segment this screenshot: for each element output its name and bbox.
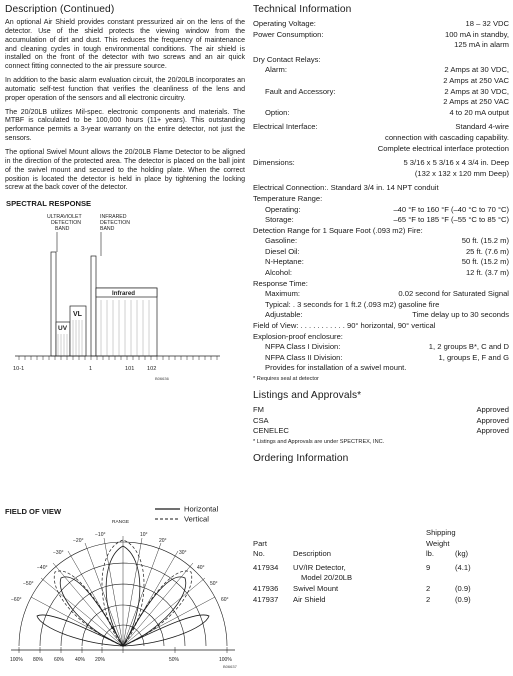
field-of-view-figure [5,500,245,672]
operating-voltage-label: Operating Voltage: [253,19,316,28]
infrared-bar-label: Infrared [112,290,136,298]
fuel-label: Gasoline: [265,236,298,246]
listing-value: Approved [476,426,509,436]
weight-lb: 2 [426,583,431,593]
spectrum-tick-101: 101 [125,366,135,373]
angle-label-50: 50° [210,581,218,587]
maximum-value: 0.02 second for Saturated Signal [398,289,509,299]
electrical-interface-value-3: Complete electrical interface protection [377,143,509,153]
angle-label-30: 30° [179,550,187,556]
operating-temp-row [253,205,509,216]
temperature-range-label: Temperature Range: [253,193,323,203]
fov-tick-20: 20% [95,657,106,663]
adjustable-label: Adjustable: [265,310,303,320]
spectrum-tick-1: 1 [89,366,93,373]
electrical-interface-label: Electrical Interface: [253,122,318,132]
order-header-row-2 [253,539,509,550]
power-consumption-value-2: 125 mA in alarm [454,40,509,50]
fault-label: Fault and Accessory: [265,86,336,96]
listing-value: Approved [476,415,509,425]
description-heading: Description (Continued) [5,4,115,15]
paragraph-mtbf: The 20/20LB utilizes Mil-spec. electronic components and materials. The MTBF is calculated to be 100,000 hours (11+ years). This outstanding performance permits a 3-year warranty on the entire detector, not just the sensors. [5,108,245,143]
maximum-row [253,289,509,300]
dimensions-row [253,158,509,169]
legend-vertical-label: Vertical [184,514,209,524]
nfpa-class-1-label: NFPA Class I Division: [265,342,341,352]
table-row-continuation [253,573,509,584]
listing-label: FM [253,405,264,414]
part-number: 417937 [253,594,279,604]
nfpa-class-1-row [253,342,509,353]
right-column [253,4,509,468]
ordering-table [253,528,509,605]
explosion-proof-label: Explosion-proof enclosure: [253,331,343,341]
dry-contact-relays-label: Dry Contact Relays: [253,54,321,64]
vertical-lobe-left [54,571,123,646]
power-consumption-value-1: 100 mA in standby, [444,29,509,39]
ir-band-label-3: BAND [100,226,115,233]
angle-label-10: 10° [140,532,148,538]
nfpa-class-2-row [253,353,509,364]
dimensions-value-2: (132 x 132 x 120 mm Deep) [414,168,509,178]
fault-value-2: 2 Amps at 250 VAC [443,97,509,107]
part-header: Part [253,538,267,548]
fov-tick-50: 50% [169,657,180,663]
electrical-interface-value-2: connection with cascading capability. [385,132,509,142]
no-header: No. [253,549,265,559]
paragraph-self-test: In addition to the basic alarm evaluation circuit, the 20/20LB incorporates an automatic self-test function that verifies the cleanliness of the lens and proper operation of the sensors and all electronic circuitry. [5,77,245,102]
fuel-value: 50 ft. (15.2 m) [461,236,509,246]
part-description: UV/IR Detector, [293,562,346,572]
weight-header: Weight [426,538,450,548]
legend-horizontal-label: Horizontal [184,504,219,514]
dimensions-label: Dimensions: [253,158,295,168]
listings-footnote: * Listings and Approvals are under SPECTREX, INC. [253,438,385,445]
option-value: 4 to 20 mA output [449,107,509,117]
listing-row-fm [253,405,509,416]
field-of-view-chart [5,500,245,672]
alarm-row [253,65,509,76]
order-header-row-1 [253,528,509,539]
fuel-row-n-heptane [253,257,509,268]
electrical-interface-row [253,122,509,133]
spectrum-tick-10-1: 10-1 [13,366,25,373]
electrical-connection: Electrical Connection:. Standard 3/4 in. 14 NPT conduit [253,183,439,193]
fov-figure-id: B06637 [223,664,237,669]
fuel-row-alcohol [253,268,509,279]
response-time-label: Response Time: [253,278,308,288]
field-of-view-line: Field of View: . . . . . . . . . . . 90° horizontal, 90° vertical [253,321,436,331]
weight-lb: 9 [426,562,431,572]
uv-band-label-3: BAND [55,226,70,233]
alarm-label: Alarm: [265,65,287,75]
part-description-2: Model 20/20LB [301,573,353,583]
storage-temp-value: –65 °F to 185 °F (–55 °C to 85 °C) [393,215,509,225]
fault-value-1: 2 Amps at 30 VDC, [444,86,509,96]
alarm-value-2: 2 Amps at 250 VAC [443,75,509,85]
storage-temp-row [253,215,509,226]
ir-detection-band-bar [91,256,96,356]
fuel-value: 12 ft. (3.7 m) [465,268,509,278]
horizontal-lobe-right [123,577,186,646]
listing-row-cenelec [253,426,509,437]
power-consumption-row [253,30,509,41]
fuel-label: Alcohol: [265,268,293,278]
uv-bar-label: UV [58,325,68,333]
spectral-response-chart [5,210,245,390]
part-description: Swivel Mount [293,583,339,593]
detection-range-label: Detection Range for 1 Square Foot (.093 m2) Fire: [253,225,423,235]
angle-label-40: 40° [197,565,205,571]
seal-footnote: * Requires seal at detector [253,376,319,382]
paragraph-swivel-mount: The optional Swivel Mount allows the 20/20LB Flame Detector to be aligned in the direction of the protected area. The detector is placed on the ball joint of the swivel mount and secured to the holding plate. When the correct position is located the detector is held in place by tightening the locking screw at the back cover of the detector. [5,148,245,192]
alarm-value-1: 2 Amps at 30 VDC, [444,65,509,75]
weight-lb: 2 [426,594,431,604]
typical-row: Typical: . 3 seconds for 1 ft.2 (.093 m2) gasoline fire [265,299,440,309]
angle-label-neg50: −50° [23,581,34,587]
shipping-header: Shipping [426,528,456,537]
uv-band-label-1: ULTRAVIOLET [47,214,82,221]
fuel-value: 50 ft. (15.2 m) [461,257,509,267]
dimensions-value-1: 5 3/16 x 5 3/16 x 4 3/4 in. Deep [403,158,509,168]
angle-label-neg20: −20° [73,538,84,544]
nfpa-class-2-label: NFPA Class II Division: [265,352,343,362]
uv-detection-band-bar [51,252,56,356]
fuel-row-gasoline [253,236,509,247]
fuel-label: N-Heptane: [265,257,304,267]
table-row [253,584,509,595]
part-number: 417936 [253,583,279,593]
range-label: RANGE [112,520,130,525]
angle-label-neg30: −30° [53,550,64,556]
power-consumption-label: Power Consumption: [253,29,324,39]
fuel-row-diesel [253,247,509,258]
angle-label-60: 60° [221,597,229,603]
table-row [253,595,509,606]
order-header-row-3 [253,549,509,560]
operating-temp-label: Operating: [265,204,301,214]
swivel-mount-note: Provides for installation of a swivel mount. [265,363,407,373]
listings-heading: Listings and Approvals* [253,390,362,401]
listing-value: Approved [476,405,509,414]
fault-row [253,87,509,98]
fuel-label: Diesel Oil: [265,246,300,256]
technical-information-heading: Technical Information [253,4,352,15]
listing-label: CENELEC [253,426,289,436]
horizontal-lobe-left [60,577,123,646]
operating-temp-value: –40 °F to 160 °F (–40 °C to 70 °C) [393,204,509,214]
lb-header: lb. [426,549,435,559]
maximum-label: Maximum: [265,289,301,299]
operating-voltage-value: 18 – 32 VDC [465,19,509,28]
angle-label-20: 20° [159,538,167,544]
part-number: 417934 [253,562,279,572]
nfpa-class-2-value: 1, groups E, F and G [438,352,509,362]
listing-row-csa [253,416,509,427]
spectrum-tick-102: 102 [147,366,157,373]
table-row [253,563,509,574]
fov-title: FIELD OF VIEW [5,507,62,516]
kg-header: (kg) [455,549,469,559]
fov-tick-100-left: 100% [10,657,23,663]
left-column [5,4,245,395]
fov-tick-60: 60% [54,657,65,663]
spectrum-minor-ticks [19,356,217,360]
option-label: Option: [265,107,290,117]
ir-band-label-2: DETECTION [100,220,130,227]
weight-kg: (0.9) [455,583,471,593]
spectral-response-title: SPECTRAL RESPONSE [6,199,92,209]
uv-band-label-2: DETECTION [51,220,81,227]
electrical-interface-value-1: Standard 4-wire [455,122,509,132]
angle-label-neg60: −60° [11,597,22,603]
listing-label: CSA [253,415,269,425]
part-description: Air Shield [293,594,326,604]
fov-tick-80: 80% [33,657,44,663]
weight-kg: (0.9) [455,594,471,604]
ordering-information-heading: Ordering Information [253,452,349,464]
angle-label-neg10: −10° [95,532,106,538]
fov-tick-40: 40% [75,657,86,663]
ir-band-label-1: INFRARED [100,214,127,221]
paragraph-air-shield: An optional Air Shield provides constant pressurized air on the lens of the detector. Use of the shield protects the viewing window from the accumulation of dirt and dust. This reduces the frequency of maintenance and cleaning cycles in tough environmental conditions. The air shield is installed on the front of the detector with two screws and an air quick connect fitting connected to the air pressure source. [5,19,245,71]
fuel-value: 25 ft. (7.6 m) [465,246,509,256]
nfpa-class-1-value: 1, 2 groups B*, C and D [428,342,509,352]
angle-label-neg40: −40° [37,565,48,571]
option-row [253,108,509,119]
operating-voltage-row [253,19,509,30]
vl-bar-label: VL [73,311,82,319]
storage-temp-label: Storage: [265,215,294,225]
vertical-lobe-right [123,571,192,646]
weight-kg: (4.1) [455,562,471,572]
spectrum-figure-id: B06636 [155,376,169,382]
fov-tick-100-right: 100% [219,657,232,663]
adjustable-value: Time delay up to 30 seconds [412,310,509,320]
description-header: Description [293,549,331,559]
infrared-region [96,288,157,356]
adjustable-row [253,310,509,321]
